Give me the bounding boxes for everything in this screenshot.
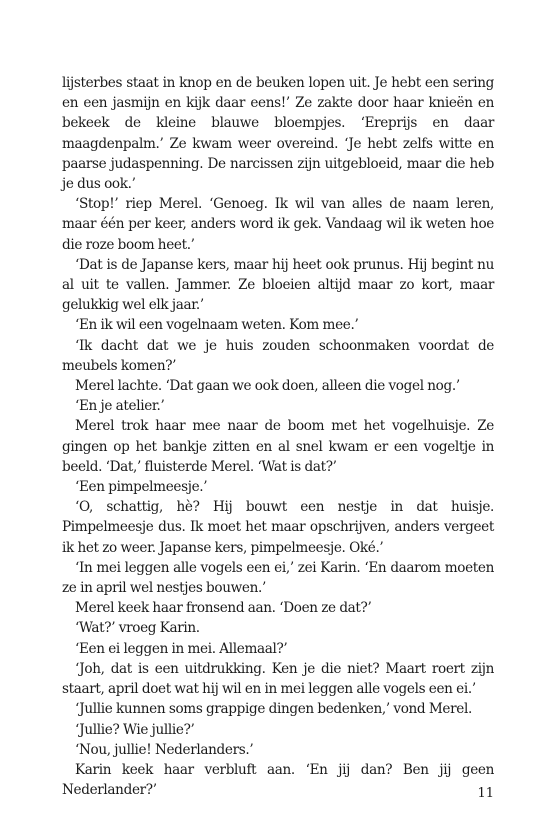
paragraph: ‘Dat is de Japanse kers, maar hij heet ook prunus. Hij begint nu al uit te vallen. Jammer. Ze bloeien altijd maar zo kort, maar gelukkig wel elk jaar.’ [62, 256, 494, 314]
paragraph: ‘Wat?’ vroeg Karin. [75, 620, 200, 637]
paragraph: ‘Een ei leggen in mei. Allemaal?’ [75, 640, 288, 657]
paragraph: Karin keek haar verbluft aan. ‘En jij dan? Ben jij geen Nederlander?’ [62, 761, 494, 799]
paragraph: ‘Joh, dat is een uitdrukking. Ken je die niet? Maart roert zijn staart, april doet wat hij wil en in mei leggen alle vogels een ei.’ [62, 660, 494, 698]
paragraph: ‘Ik dacht dat we je huis zouden schoonmaken voordat de meubels komen?’ [62, 337, 494, 374]
paragraph: ‘Een pimpelmeesje.’ [75, 479, 208, 496]
paragraph: lijsterbes staat in knop en de beuken lopen uit. Je hebt een sering en een jasmijn en kijk daar eens!’ Ze zakte door haar knieën en bekeek de kleine blauwe bloempjes. ‘Ereprijs en daar maagdenpalm.’ Ze kwam weer overeind. ‘Je hebt zelfs witte en paarse judaspenning. De narcissen zijn uitgebloeid, maar die heb je dus ook.’ [62, 75, 494, 193]
paragraph: Merel keek haar fronsend aan. ‘Doen ze dat?’ [75, 600, 372, 617]
paragraph: Merel lachte. ‘Dat gaan we ook doen, alleen die vogel nog.’ [75, 378, 460, 395]
page-number: 11 [477, 786, 494, 801]
paragraph: ‘En je atelier.’ [75, 398, 165, 415]
body-text [62, 73, 494, 800]
paragraph: ‘Jullie kunnen soms grappige dingen bedenken,’ vond Merel. [75, 701, 472, 718]
paragraph: ‘Jullie? Wie jullie?’ [75, 721, 195, 738]
paragraph: ‘In mei leggen alle vogels een ei,’ zei Karin. ‘En daarom moeten ze in april wel nestjes bouwen.’ [62, 559, 494, 597]
paragraph: ‘Stop!’ riep Merel. ‘Genoeg. Ik wil van alles de naam leren, maar één per keer, anders word ik gek. Vandaag wil ik weten hoe die roze boom heet.’ [62, 196, 494, 253]
paragraph: ‘En ik wil een vogelnaam weten. Kom mee.’ [75, 317, 359, 334]
paragraph: ‘O, schattig, hè? Hij bouwt een nestje in dat huisje. Pimpelmeesje dus. Ik moet het maar opschrijven, anders vergeet ik het zo weer. Japanse kers, pimpelmeesje. Oké.’ [62, 499, 494, 556]
paragraph: ‘Nou, jullie! Nederlanders.’ [75, 741, 254, 758]
paragraph: Merel trok haar mee naar de boom met het vogelhuisje. Ze gingen op het bankje zitten en al snel kwam er een vogeltje in beeld. ‘Dat,’ fluisterde Merel. ‘Wat is dat?’ [62, 418, 494, 475]
